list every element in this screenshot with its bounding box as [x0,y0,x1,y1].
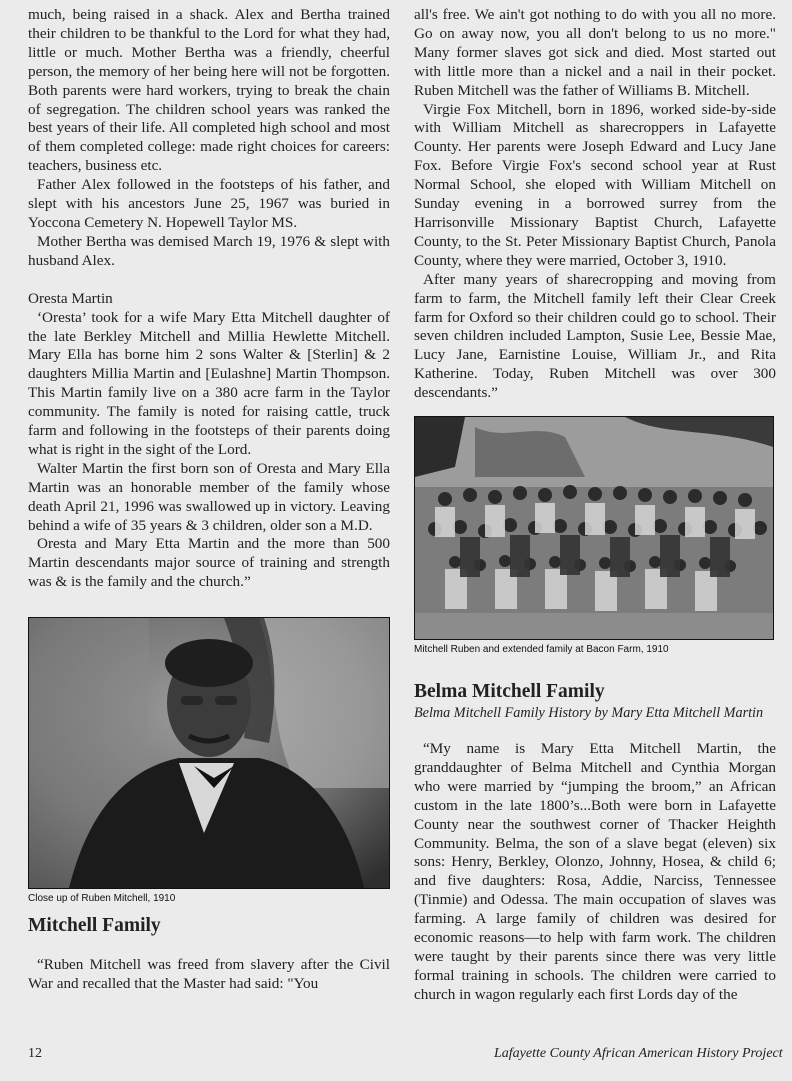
paragraph: Walter Martin the first born son of Oresta and Mary Ella Martin was an honorable member of the family whose death April 21, 1996 was swallowed up in victory. Leaving behind a wife of 35 years & 3 children, older son a M.D. [28,459,390,534]
paragraph: “Ruben Mitchell was freed from slavery after the Civil War and recalled that the Master had said: "You [28,956,390,993]
family-group-photo [414,416,774,640]
paragraph: Mother Bertha was demised March 19, 1976 & slept with husband Alex. [28,232,390,269]
paragraph: all's free. We ain't got nothing to do with you all no more. Go on away now, you all don't belong to us no more." Many former slaves got sick and died. Most started out with little more than a nickel and a nail in their pocket. Ruben Mitchell was the father of Williams B. Mitchell. [414,6,776,99]
left-column [28,6,390,994]
byline: Belma Mitchell Family History by Mary Etta Mitchell Martin [414,705,764,722]
running-title: Lafayette County African American History Project [494,1046,783,1061]
subsection-heading: Oresta Martin [28,289,113,307]
paragraph: Father Alex followed in the footsteps of his father, and slept with his ancestors June 25, 1967 was buried in Yoccona Cemetery N. Hopewell Taylor MS. [28,176,390,231]
paragraph: After many years of sharecropping and moving from farm to farm, the Mitchell family left their Clear Creek farm for Oxford so their children could go to school. Their seven children included Lampton, Susie Lee, Bessie Mae, Lucy Jane, Earnistine Louise, William Jr., and Rita Katherine. Today, Ruben Mitchell was over 300 descendants.” [414,270,776,402]
paragraph: “My name is Mary Etta Mitchell Martin, the granddaughter of Belma Mitchell and Cynthia Morgan who were married by “jumping the broom,” an African custom in the late 1800’s...Both were born in Lafayette County near the southwest corner of Thacker Heighth Community. Belma, the son of a slave begat (eleven) six sons: Henry, Berkley, Olonzo, Johnny, Hosea, & child 6; and five daughters: Rosa, Addie, Narciss, Tennessee (Tinmie) and Odessa. The main occupation of slaves was farming. A large family of children was desired for economic reasons—to help with farm work. The children were taught by their parents since there was very little formal training in schools. The children were carried to church in wagon regularly each first Lords day of the [414,740,776,1003]
section-heading: Mitchell Family [28,915,161,937]
page-number: 12 [28,1046,42,1061]
ruben-portrait-photo [28,617,390,889]
paragraph: Oresta and Mary Etta Martin and the more than 500 Martin descendants major source of training and strength was & is the family and the church.” [28,535,390,591]
family-group-illustration [415,417,773,639]
portrait-illustration [29,618,389,888]
paragraph: much, being raised in a shack. Alex and Bertha trained their children to be thankful to the Lord for what they had, little or much. Mother Bertha was a friendly, cheerful person, the memory of her being here will not be forgotten. Both parents were hard workers, trying to break the chain of segregation. The children school years was ranked the best years of their life. All completed high school and most of them completed college: made right choices for careers: teachers, business etc. [28,6,390,175]
paragraph: Virgie Fox Mitchell, born in 1896, worked side-by-side with William Mitchell as sharecroppers in Lafayette County. Her parents were Joseph Edward and Lucy Jane Fox. Before Virgie Fox's second school year at Rust Normal School, she eloped with William Mitchell on Sunday evening in a borrowed surrey from the Harrisonville Missionary Baptist Church, Lafayette County, to the St. Peter Missionary Baptist Church, Panola County, where they were married, October 3, 1910. [414,100,776,269]
photo-caption: Close up of Ruben Mitchell, 1910 [28,893,176,905]
section-heading: Belma Mitchell Family [414,681,605,703]
photo-caption: Mitchell Ruben and extended family at Bacon Farm, 1910 [414,644,669,656]
paragraph: ‘Oresta’ took for a wife Mary Etta Mitchell daughter of the late Berkley Mitchell and Millia Hewlette Mitchell. Mary Ella has borne him 2 sons Walter & [Sterlin] & 2 daughters Millia Martin and [Eulashne] Martin Thompson. This Martin family live on a 380 acre farm in the Taylor community. The family is noted for raising cattle, truck farm and following in the footsteps of their parents doing what is right in the sight of the Lord. [28,308,390,458]
right-column [414,6,776,1005]
